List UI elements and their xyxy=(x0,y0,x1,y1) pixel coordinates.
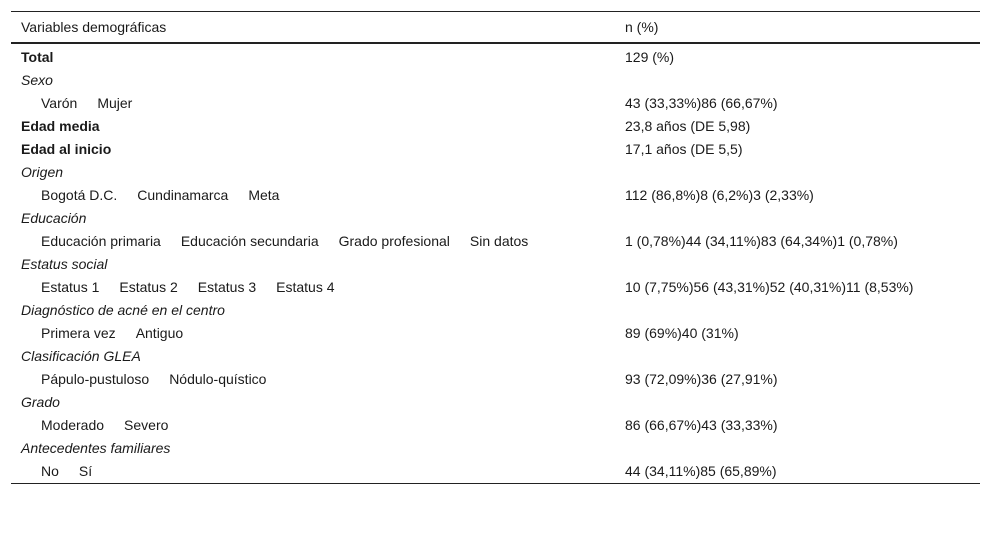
sub-label: Bogotá D.C. xyxy=(41,187,118,203)
sub-label: Grado profesional xyxy=(338,233,450,249)
sub-labels xyxy=(11,414,615,437)
sub-label: Severo xyxy=(124,417,169,433)
table-row xyxy=(11,276,980,299)
row-label: Total xyxy=(21,49,54,65)
row-value: 112 (86,8%)8 (6,2%)3 (2,33%) xyxy=(625,187,814,203)
sub-labels xyxy=(11,460,615,484)
sub-label: Educación secundaria xyxy=(180,233,319,249)
header-row xyxy=(11,12,980,44)
table-row xyxy=(11,69,980,92)
sub-label: Estatus 1 xyxy=(41,279,100,295)
section-label: Estatus social xyxy=(21,256,108,272)
table-row xyxy=(11,414,980,437)
row-value: 86 (66,67%)43 (33,33%) xyxy=(625,417,778,433)
sub-label: Estatus 3 xyxy=(197,279,257,295)
row-label: Edad al inicio xyxy=(21,141,112,157)
sub-label: Sin datos xyxy=(469,233,529,249)
table-row xyxy=(11,230,980,253)
header-variables: Variables demográficas xyxy=(21,18,167,35)
sub-label: Mujer xyxy=(97,95,133,111)
row-value: 129 (%) xyxy=(625,49,675,65)
section-label: Sexo xyxy=(21,72,53,88)
row-value xyxy=(615,161,980,184)
table-row xyxy=(11,391,980,414)
row-value xyxy=(615,207,980,230)
table-row xyxy=(11,460,980,484)
sub-label: Sí xyxy=(78,463,93,479)
table-row xyxy=(11,161,980,184)
row-value: 43 (33,33%)86 (66,67%) xyxy=(625,95,778,111)
row-value xyxy=(615,253,980,276)
sub-label: No xyxy=(41,463,59,479)
section-label: Diagnóstico de acné en el centro xyxy=(21,302,225,318)
sub-label: Meta xyxy=(248,187,280,203)
table-body xyxy=(11,43,980,484)
row-value xyxy=(615,69,980,92)
sub-label: Primera vez xyxy=(41,325,116,341)
table-row xyxy=(11,115,980,138)
row-value: 10 (7,75%)56 (43,31%)52 (40,31%)11 (8,53%) xyxy=(625,279,914,295)
section-label: Clasificación GLEA xyxy=(21,348,141,364)
section-label: Educación xyxy=(21,210,87,226)
sub-label: Nódulo-quístico xyxy=(169,371,267,387)
row-value: 44 (34,11%)85 (65,89%) xyxy=(625,463,777,479)
section-label: Antecedentes familiares xyxy=(21,440,171,456)
table-row xyxy=(11,138,980,161)
sub-label: Pápulo-pustuloso xyxy=(41,371,150,387)
table-row xyxy=(11,299,980,322)
row-value: 1 (0,78%)44 (34,11%)83 (64,34%)1 (0,78%) xyxy=(625,233,898,249)
sub-labels xyxy=(11,368,615,391)
sub-labels xyxy=(11,230,615,253)
sub-labels xyxy=(11,322,615,345)
section-label: Origen xyxy=(21,164,64,180)
section-label: Grado xyxy=(21,394,60,410)
row-value xyxy=(615,299,980,322)
table-header xyxy=(11,12,980,44)
demographics-table-container xyxy=(11,11,980,484)
row-value xyxy=(615,391,980,414)
sub-labels xyxy=(11,184,615,207)
table-row xyxy=(11,253,980,276)
row-value xyxy=(615,345,980,368)
table-row xyxy=(11,184,980,207)
sub-label: Varón xyxy=(41,95,78,111)
table-row xyxy=(11,43,980,69)
sub-label: Moderado xyxy=(41,417,105,433)
demographics-table xyxy=(11,11,980,484)
sub-label: Cundinamarca xyxy=(137,187,229,203)
table-row xyxy=(11,92,980,115)
header-count-percent: n (%) xyxy=(625,18,659,35)
row-label: Edad media xyxy=(21,118,100,134)
row-value: 93 (72,09%)36 (27,91%) xyxy=(625,371,778,387)
sub-labels xyxy=(11,92,615,115)
sub-label: Antiguo xyxy=(135,325,184,341)
row-value: 17,1 años (DE 5,5) xyxy=(625,141,743,157)
table-row xyxy=(11,368,980,391)
table-row xyxy=(11,322,980,345)
row-value xyxy=(615,437,980,460)
row-value: 89 (69%)40 (31%) xyxy=(625,325,739,341)
table-row xyxy=(11,207,980,230)
sub-label: Educación primaria xyxy=(41,233,161,249)
table-row xyxy=(11,437,980,460)
row-value: 23,8 años (DE 5,98) xyxy=(625,118,751,134)
sub-labels xyxy=(11,276,615,299)
sub-label: Estatus 4 xyxy=(276,279,335,295)
sub-label: Estatus 2 xyxy=(119,279,178,295)
table-row xyxy=(11,345,980,368)
